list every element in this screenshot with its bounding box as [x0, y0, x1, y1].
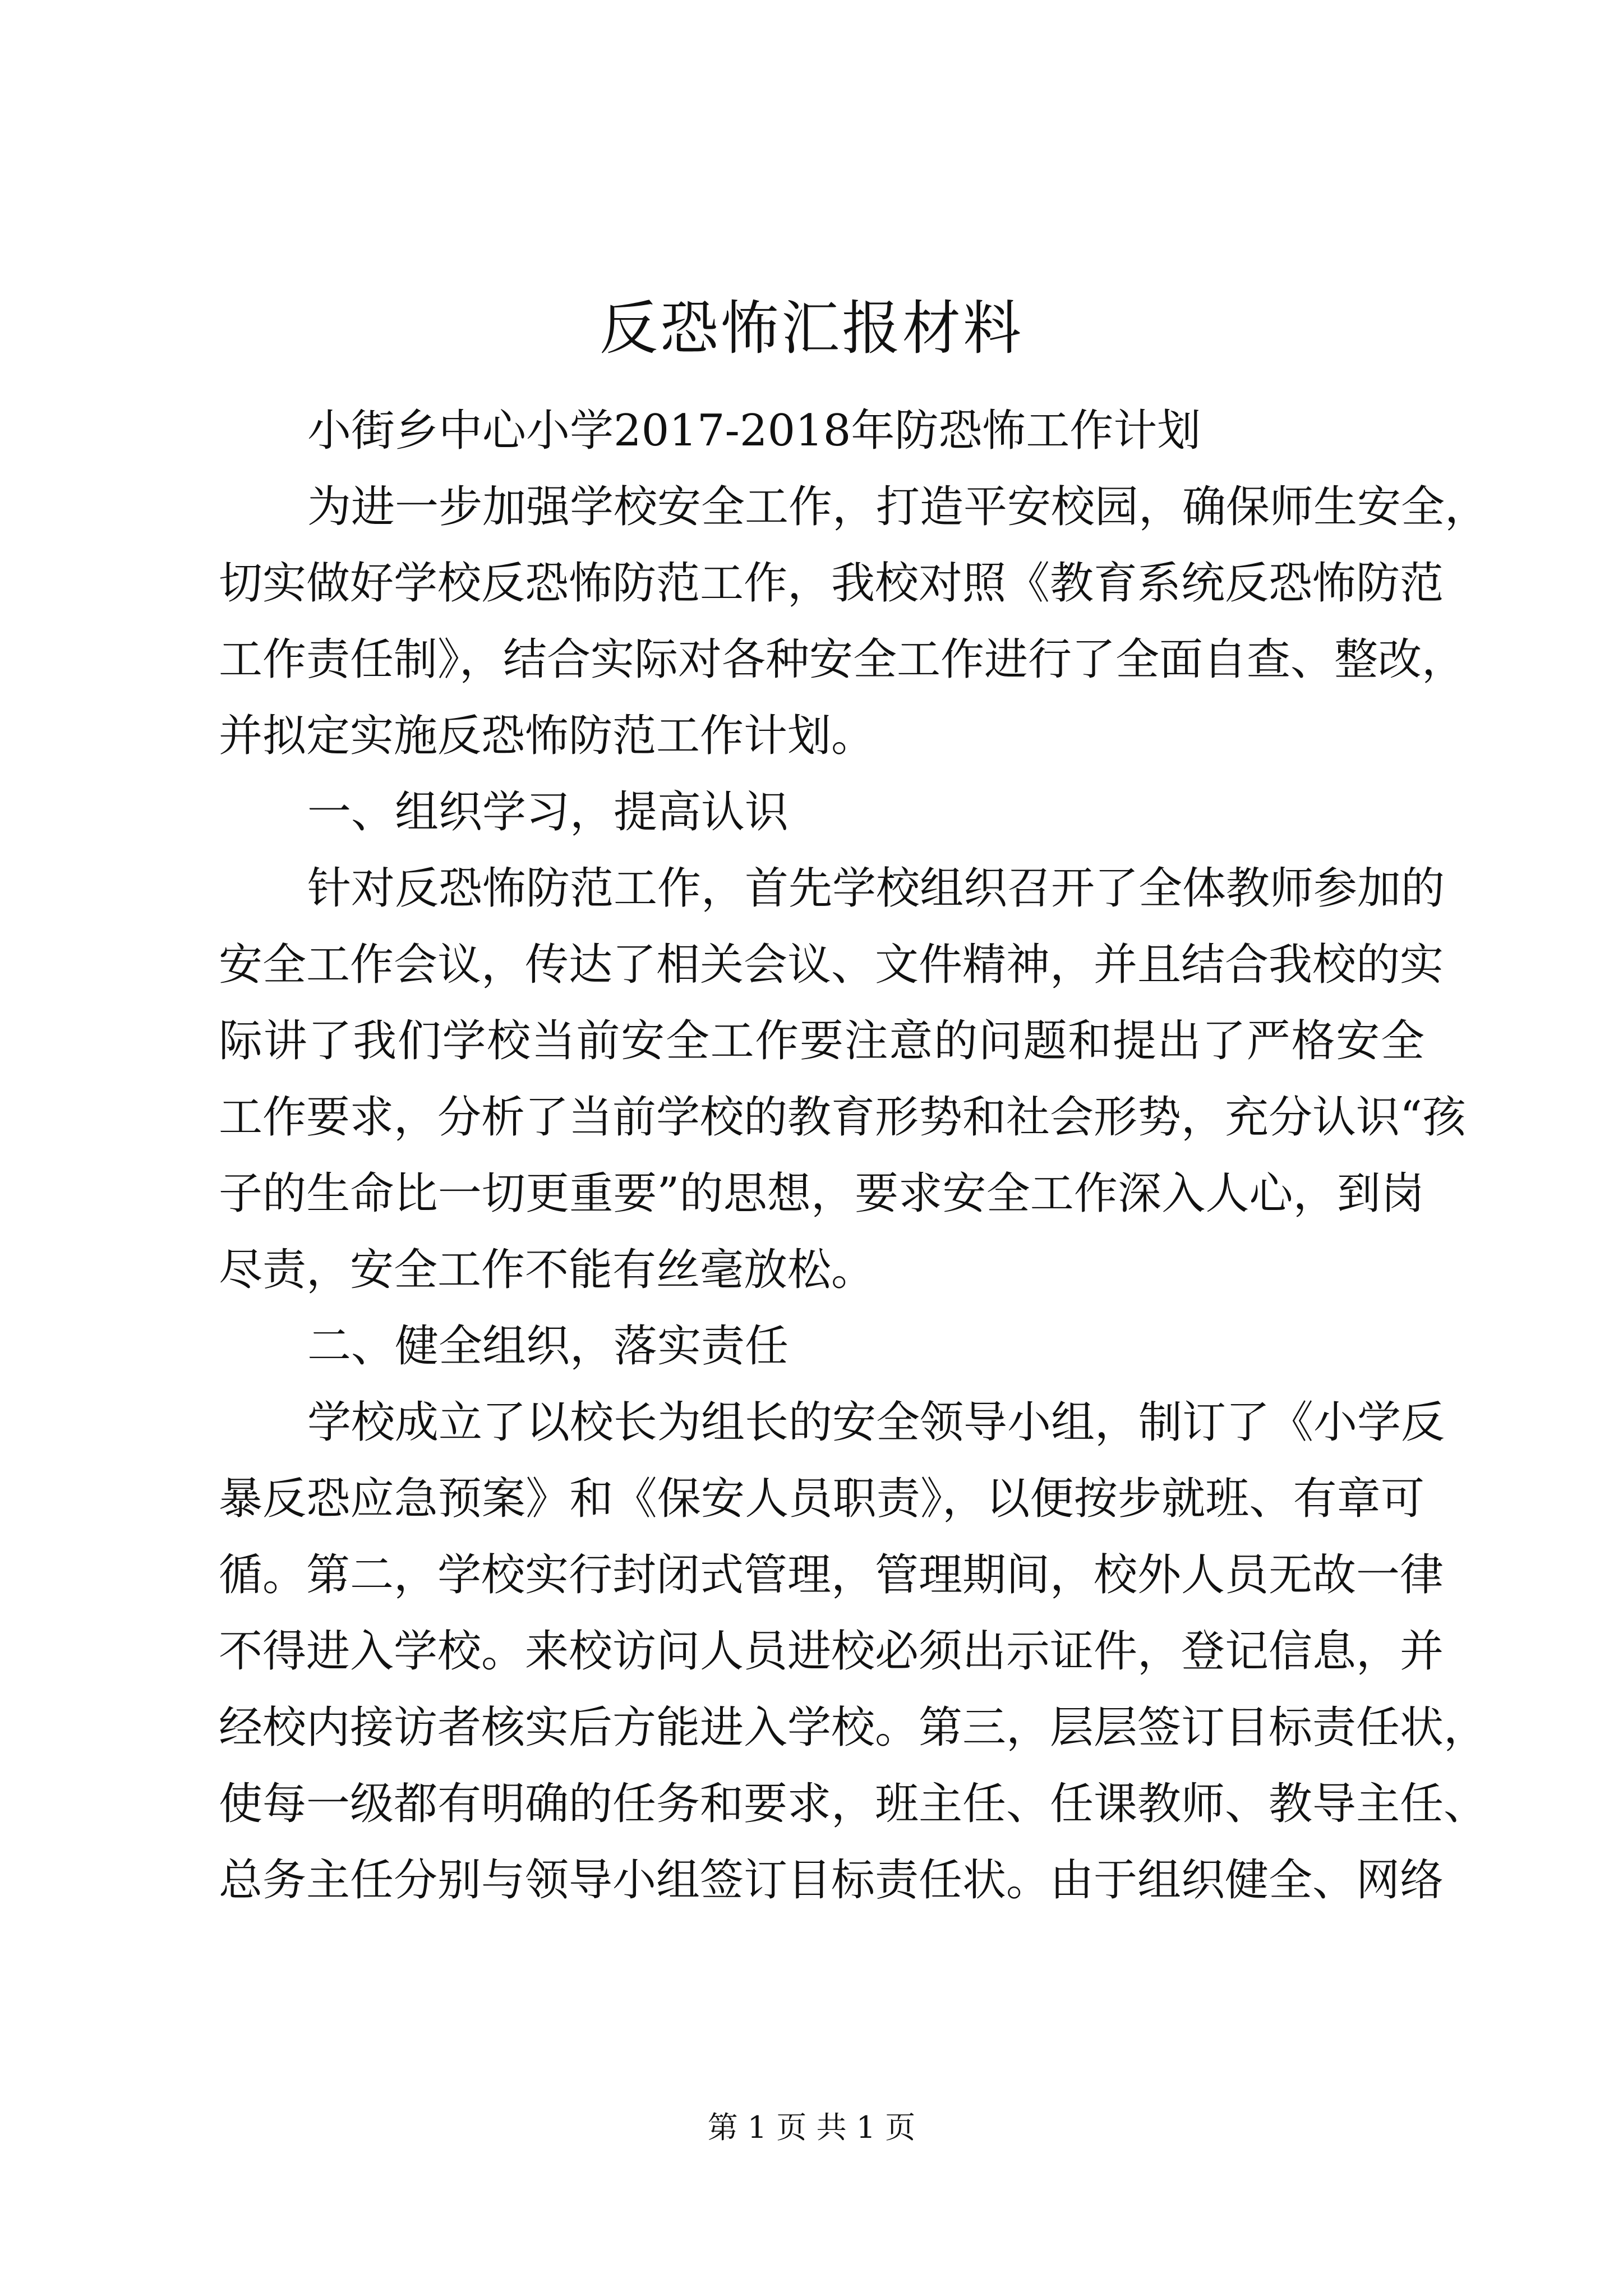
text-line: 二、健全组织，落实责任	[307, 1321, 789, 1372]
text-line: 并拟定实施反恐怖防范工作计划。	[219, 711, 875, 761]
document-title: 反恐怖汇报材料	[599, 294, 1023, 362]
text-line: 小街乡中心小学2017-2018年防恐怖工作计划	[307, 406, 1201, 456]
text-line: 经校内接访者核实后方能进入学校。第三，层层签订目标责任状，	[219, 1703, 1488, 1753]
text-line: 学校成立了以校长为组长的安全领导小组，制订了《小学反	[307, 1397, 1445, 1448]
text-line: 工作要求，分析了当前学校的教育形势和社会形势，充分认识“孩	[219, 1092, 1466, 1143]
text-line: 际讲了我们学校当前安全工作要注意的问题和提出了严格安全	[219, 1016, 1424, 1066]
page-footer: 第 1 页 共 1 页	[707, 2110, 916, 2145]
text-line: 一、组织学习，提高认识	[307, 787, 789, 838]
text-line: 循。第二，学校实行封闭式管理，管理期间，校外人员无故一律	[219, 1550, 1444, 1600]
text-line: 针对反恐怖防范工作，首先学校组织召开了全体教师参加的	[307, 863, 1445, 914]
text-line: 安全工作会议，传达了相关会议、文件精神，并且结合我校的实	[219, 940, 1444, 990]
text-line: 暴反恐应急预案》和《保安人员职责》，以便按步就班、有章可	[219, 1474, 1424, 1524]
text-line: 工作责任制》，结合实际对各种安全工作进行了全面自查、整改，	[219, 634, 1466, 685]
text-line: 为进一步加强学校安全工作，打造平安校园，确保师生安全，	[307, 482, 1489, 532]
text-line: 尽责，安全工作不能有丝毫放松。	[219, 1245, 875, 1295]
text-line: 切实做好学校反恐怖防范工作，我校对照《教育系统反恐怖防范	[219, 558, 1444, 609]
text-line: 总务主任分别与领导小组签订目标责任状。由于组织健全、网络	[219, 1855, 1444, 1906]
document-body	[219, 393, 1489, 1918]
text-line: 子的生命比一切更重要”的思想，要求安全工作深入人心，到岗	[219, 1168, 1424, 1219]
text-line: 不得进入学校。来校访问人员进校必须出示证件，登记信息，并	[219, 1626, 1444, 1677]
text-line: 使每一级都有明确的任务和要求，班主任、任课教师、教导主任、	[219, 1779, 1488, 1829]
